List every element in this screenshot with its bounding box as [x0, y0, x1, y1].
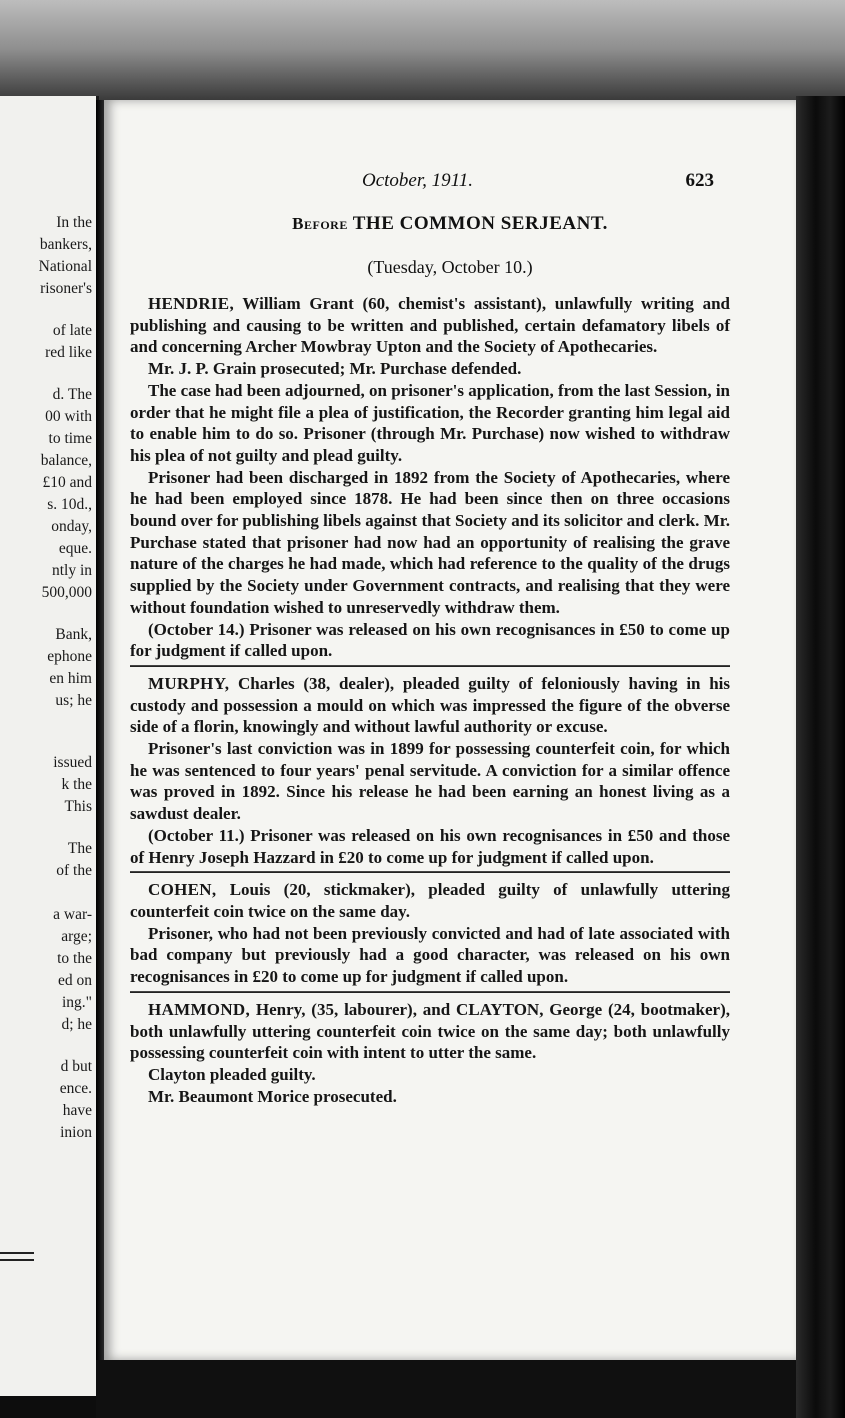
scan-top-background — [0, 0, 845, 110]
case-paragraph: The case had been adjourned, on prisoner's application, from the last Session, in order that he might file a plea of justification, the Recorder granting him legal aid to enable him to do so. Prisoner (through Mr. Purchase) now wished to withdraw his plea of not guilty and plead guilty. — [130, 380, 731, 465]
left-line: k the — [61, 776, 92, 793]
case-description: Henry, (35, labourer), and CLAYTON, George (24, bootmaker), both unlawfully uttering counterfeit coin twice on the same day; both unlawfully possessing counterfeit coin with intent to utter the same. — [130, 999, 730, 1063]
case-divider — [130, 665, 730, 667]
left-line: d; he — [61, 1016, 92, 1033]
left-line: arge; — [61, 928, 92, 945]
left-line: Bank, — [55, 626, 92, 643]
left-page-rule — [0, 1259, 34, 1261]
left-line: d. The — [52, 386, 92, 403]
case-description: Charles (38, dealer), pleaded guilty of feloniously having in his custody and possession a mould on which was impressed the figure of the obverse side of a florin, knowingly and without lawful authority or excuse. — [130, 673, 730, 737]
left-line: £10 and — [42, 474, 92, 491]
page-body — [130, 293, 730, 1107]
left-line: issued — [53, 754, 92, 771]
left-line: of the — [56, 862, 92, 879]
book-right-edge — [796, 96, 845, 1418]
left-line: risoner's — [40, 280, 92, 297]
case-paragraph: Mr. Beaumont Morice prosecuted. — [148, 1086, 397, 1106]
case-divider — [130, 991, 730, 993]
court-heading-title: THE COMMON SERJEANT. — [352, 213, 608, 234]
left-line: This — [64, 798, 92, 815]
court-heading-prefix: Before — [292, 214, 348, 233]
defendant-name: HENDRIE, — [148, 294, 234, 313]
page-header — [104, 170, 796, 196]
left-line: inion — [60, 1124, 92, 1141]
left-line: ntly in — [51, 562, 92, 579]
defendant-name: HAMMOND, — [148, 999, 251, 1019]
left-line: have — [62, 1102, 92, 1119]
case-entry — [130, 879, 730, 922]
scan-bottom-background — [96, 1360, 796, 1418]
left-line: of late — [52, 322, 92, 339]
left-line: bankers, — [39, 236, 92, 253]
case-entry — [130, 999, 730, 1064]
date-heading: (Tuesday, October 10.) — [367, 257, 533, 277]
left-line: The — [67, 840, 92, 857]
left-line: ence. — [59, 1080, 92, 1097]
case-divider — [130, 871, 730, 873]
left-line: to time — [48, 430, 92, 447]
left-line: ephone — [47, 648, 92, 665]
left-line: National — [38, 258, 92, 275]
left-line: 00 with — [45, 408, 92, 425]
left-line: us; he — [55, 692, 92, 709]
left-line: eque. — [58, 540, 92, 557]
left-line: en him — [49, 670, 92, 687]
left-line: a war- — [53, 906, 92, 923]
running-title: October, 1911. — [362, 170, 473, 191]
defendant-name: MURPHY, — [148, 673, 230, 693]
court-heading — [104, 213, 796, 235]
left-line: ing." — [61, 994, 92, 1011]
case-description: William Grant (60, chemist's assistant), unlawfully writing and publishing and causing to be written and published, certain defamatory libels of and concerning Archer Mowbray Upton and the Society of Apothecaries. — [130, 294, 730, 357]
defendant-name: COHEN, — [148, 880, 217, 900]
left-line: ed on — [57, 972, 92, 989]
left-line: d but — [60, 1058, 92, 1075]
case-paragraph: (October 11.) Prisoner was released on his own recognisances in £50 and those of Henry Joseph Hazzard in £20 to come up for judgment if called upon. — [130, 825, 730, 867]
case-paragraph: Prisoner, who had not been previously convicted and had of late associated with bad company but previously had a good character, was released on his own recognisances in £20 to come up for judgment if called upon. — [130, 923, 730, 987]
case-paragraph: (October 14.) Prisoner was released on his own recognisances in £50 to come up for judgment if called upon. — [130, 619, 730, 661]
left-line: s. 10d., — [47, 496, 92, 513]
left-page-rule — [0, 1252, 34, 1254]
case-entry — [130, 293, 730, 358]
left-line: balance, — [40, 452, 92, 469]
left-line: red like — [45, 344, 92, 361]
case-entry — [130, 673, 730, 738]
case-paragraph: Mr. J. P. Grain prosecuted; Mr. Purchase defended. — [148, 359, 522, 379]
main-page — [104, 100, 796, 1360]
case-description: Louis (20, stickmaker), pleaded guilty of unlawfully uttering counterfeit coin twice on the same day. — [130, 880, 730, 921]
left-line: In the — [56, 214, 92, 231]
case-paragraph: Clayton pleaded guilty. — [148, 1064, 316, 1084]
page-number: 623 — [685, 170, 714, 191]
left-line: to the — [57, 950, 92, 967]
left-line: 500,000 — [41, 584, 92, 601]
left-line: onday, — [51, 518, 92, 535]
left-page-fragment — [0, 96, 99, 1396]
case-paragraph: Prisoner had been discharged in 1892 from the Society of Apothecaries, where he had been employed since 1878. He had been since then on three occasions bound over for publishing libels against that Society and its solicitor and clerk. Mr. Purchase stated that prisoner had now had an opportunity of realising the grave nature of the charges he had made, which had reference to the quality of the drugs supplied by the Society under Government contracts, and realising that they were without foundation wished to unreservedly withdraw them. — [130, 467, 730, 617]
case-paragraph: Prisoner's last conviction was in 1899 for possessing counterfeit coin, for which he was sentenced to four years' penal servitude. A conviction for a similar offence was proved in 1892. Since his release he had been earning an honest living as a sawdust dealer. — [130, 739, 730, 824]
